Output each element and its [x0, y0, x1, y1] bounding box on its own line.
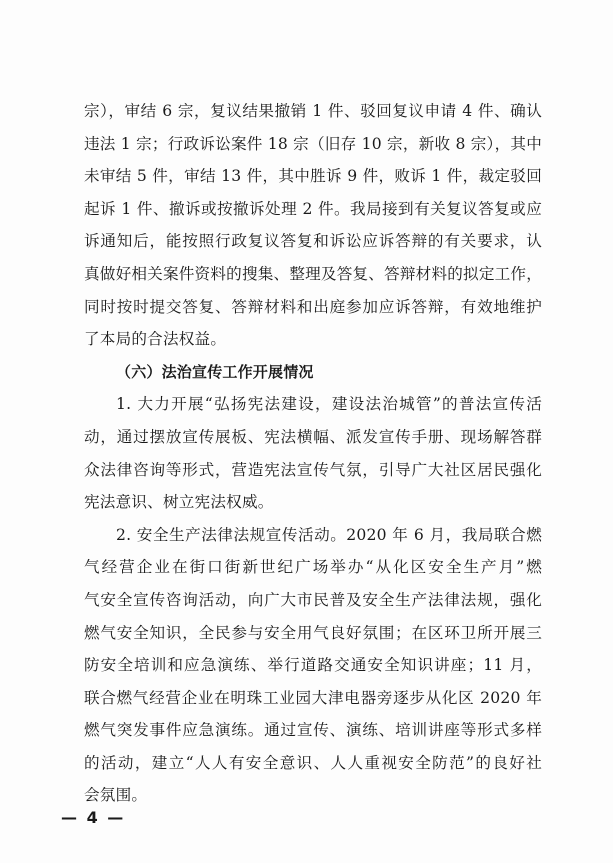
text-line: 了本局的合法权益。 — [84, 330, 227, 349]
text-line: 宗），审结 6 宗，复议结果撤销 1 件、驳回复议申请 4 件、确认 — [84, 102, 542, 120]
paragraph-litigation — [84, 95, 542, 356]
text-line: 的活动，建立“人人有安全意识、人人重视安全防范”的良好社 — [84, 753, 542, 772]
text-line: 违法 1 宗；行政诉讼案件 18 宗（旧存 10 宗，新收 8 宗），其中 — [84, 134, 542, 153]
text-line: 联合燃气经营企业在明珠工业园大津电器旁逐步从化区 2020 年 — [84, 688, 542, 707]
paragraph-safety-publicity — [84, 519, 542, 812]
page-number: — 4 — — [61, 808, 126, 827]
text-line: 燃气安全知识，全民参与安全用气良好氛围；在区环卫所开展三 — [84, 623, 542, 642]
text-line: 动，通过摆放宣传展板、宪法横幅、派发宣传手册、现场解答群 — [84, 427, 542, 446]
text-line: 1. 大力开展“弘扬宪法建设，建设法治城管”的普法宣传活 — [116, 395, 542, 414]
text-line: 会氛围。 — [84, 786, 148, 805]
text-line: 未审结 5 件，审结 13 件，其中胜诉 9 件，败诉 1 件，裁定驳回 — [84, 167, 542, 186]
text-line: 气经营企业在街口街新世纪广场举办“从化区安全生产月”燃 — [84, 558, 542, 577]
text-line: 防安全培训和应急演练、举行道路交通安全知识讲座；11 月， — [84, 656, 542, 675]
text-line: 起诉 1 件、撤诉或按撤诉处理 2 件。我局接到有关复议答复或应 — [84, 199, 542, 218]
paragraph-constitution-publicity — [84, 388, 542, 518]
text-line: 诉通知后，能按照行政复议答复和诉讼应诉答辩的有关要求，认 — [84, 232, 542, 251]
text-line: 真做好相关案件资料的搜集、整理及答复、答辩材料的拟定工作， — [84, 264, 542, 283]
text-line: 气安全宣传咨询活动，向广大市民普及安全生产法律法规，强化 — [84, 590, 542, 609]
section-heading: （六）法治宣传工作开展情况 — [116, 362, 314, 381]
text-line: 同时按时提交答复、答辩材料和出庭参加应诉答辩，有效地维护 — [84, 297, 542, 316]
text-line: 2. 安全生产法律法规宣传活动。2020 年 6 月，我局联合燃 — [116, 525, 542, 544]
text-line: 燃气突发事件应急演练。通过宣传、演练、培训讲座等形式多样 — [84, 721, 542, 740]
text-line: 众法律咨询等形式，营造宪法宣传气氛，引导广大社区居民强化 — [84, 460, 542, 479]
text-line: 宪法意识、树立宪法权威。 — [84, 493, 274, 512]
document-body — [84, 95, 542, 812]
